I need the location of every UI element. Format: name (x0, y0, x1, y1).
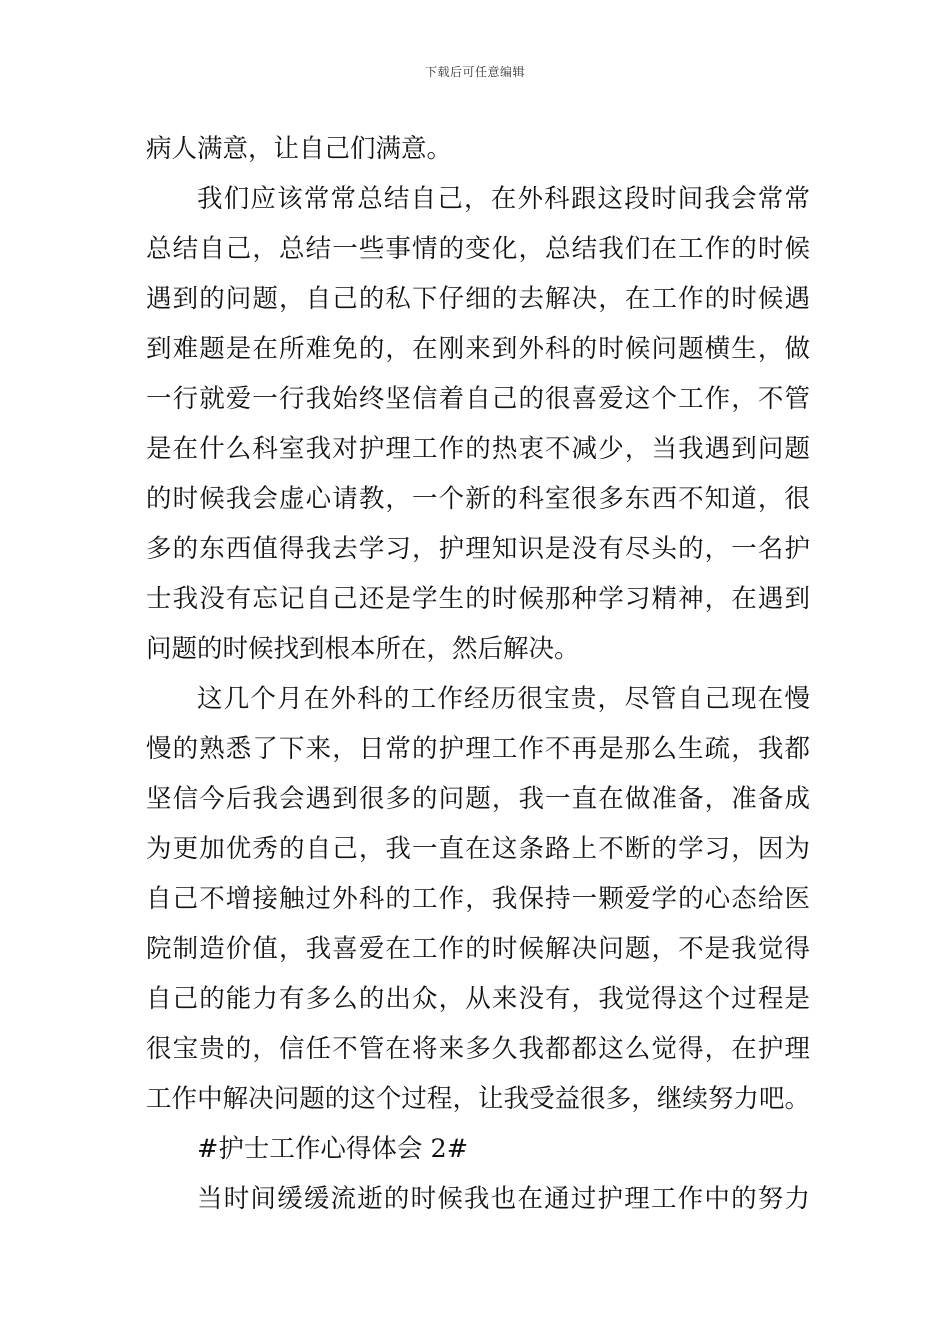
text-line: 士我没有忘记自己还是学生的时候那种学习精神，在遇到 (146, 584, 810, 614)
text-line: 遇到的问题，自己的私下仔细的去解决，在工作的时候遇 (146, 284, 810, 314)
section-heading: #护士工作心得体会 2# (197, 1134, 469, 1164)
text-line: 一行就爱一行我始终坚信着自己的很喜爱这个工作，不管 (146, 384, 810, 414)
text-line: 自己不增接触过外科的工作，我保持一颗爱学的心态给医 (146, 884, 810, 914)
text-line: 是在什么科室我对护理工作的热衷不减少，当我遇到问题 (146, 434, 810, 464)
text-line: 病人满意，让自己们满意。 (146, 134, 453, 164)
text-line: 问题的时候找到根本所在，然后解决。 (146, 634, 580, 664)
document-body (146, 124, 810, 1224)
text-line: 院制造价值，我喜爱在工作的时候解决问题，不是我觉得 (146, 934, 810, 964)
page-header: 下载后可任意编辑 (424, 65, 525, 79)
text-line: 为更加优秀的自己，我一直在这条路上不断的学习，因为 (146, 834, 810, 864)
text-line: 这几个月在外科的工作经历很宝贵，尽管自己现在慢 (197, 684, 810, 714)
text-line: 总结自己，总结一些事情的变化，总结我们在工作的时候 (146, 234, 810, 264)
text-line: 慢的熟悉了下来，日常的护理工作不再是那么生疏，我都 (146, 734, 810, 764)
text-line: 多的东西值得我去学习，护理知识是没有尽头的，一名护 (146, 534, 810, 564)
text-line: 坚信今后我会遇到很多的问题，我一直在做准备，准备成 (146, 784, 810, 814)
text-line: 的时候我会虚心请教，一个新的科室很多东西不知道，很 (146, 484, 810, 514)
text-line: 到难题是在所难免的，在刚来到外科的时候问题横生，做 (146, 334, 810, 364)
text-line: 我们应该常常总结自己，在外科跟这段时间我会常常 (197, 184, 810, 214)
text-line: 很宝贵的，信任不管在将来多久我都都这么觉得，在护理 (146, 1034, 810, 1064)
text-line: 当时间缓缓流逝的时候我也在通过护理工作中的努力 (197, 1184, 810, 1214)
text-line: 自己的能力有多么的出众，从来没有，我觉得这个过程是 (146, 984, 810, 1014)
text-line: 工作中解决问题的这个过程，让我受益很多，继续努力吧。 (146, 1084, 810, 1114)
